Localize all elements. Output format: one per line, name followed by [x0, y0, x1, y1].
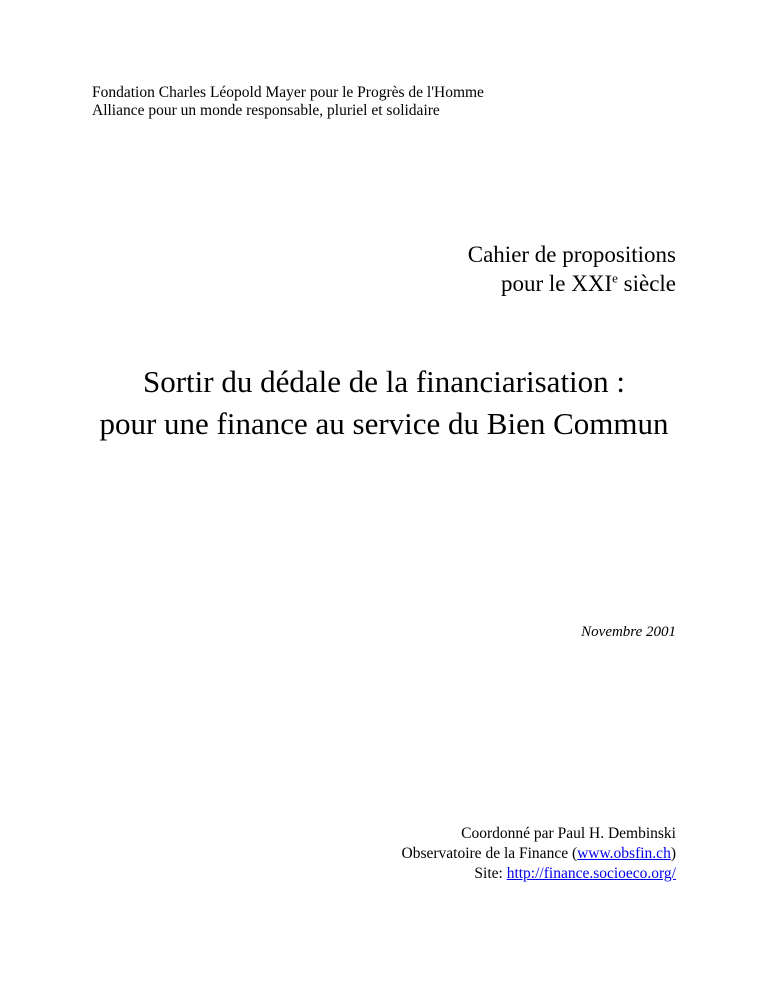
series-line-2 [468, 269, 676, 298]
organization-header [92, 84, 484, 120]
coordinator-line: Coordonné par Paul H. Dembinski [461, 825, 676, 842]
document-title [0, 361, 768, 445]
site-link[interactable]: http://finance.socioeco.org/ [506, 865, 676, 882]
series-line-2-prefix: pour le XXI [500, 271, 613, 296]
site-line [402, 864, 676, 884]
title-line-1: Sortir du dédale de la financiarisation : [142, 364, 626, 399]
observatoire-line [402, 844, 676, 864]
alliance-name: Alliance pour un monde responsable, pluriel et solidaire [92, 102, 440, 119]
series-title [468, 240, 676, 298]
series-line-2-suffix: siècle [617, 271, 676, 296]
foundation-name: Fondation Charles Léopold Mayer pour le Progrès de l'Homme [92, 84, 484, 101]
obsfin-link[interactable]: www.obsfin.ch [577, 845, 671, 862]
observatoire-prefix: Observatoire de la Finance ( [401, 845, 578, 862]
credits-block [402, 824, 676, 884]
observatoire-suffix: ) [670, 845, 676, 862]
site-prefix: Site: [474, 865, 507, 882]
series-line-2-superscript: e [612, 270, 618, 286]
title-line-2: pour une finance au service du Bien Commun [99, 406, 669, 441]
series-line-1: Cahier de propositions [467, 242, 676, 267]
publication-date: Novembre 2001 [581, 624, 676, 640]
